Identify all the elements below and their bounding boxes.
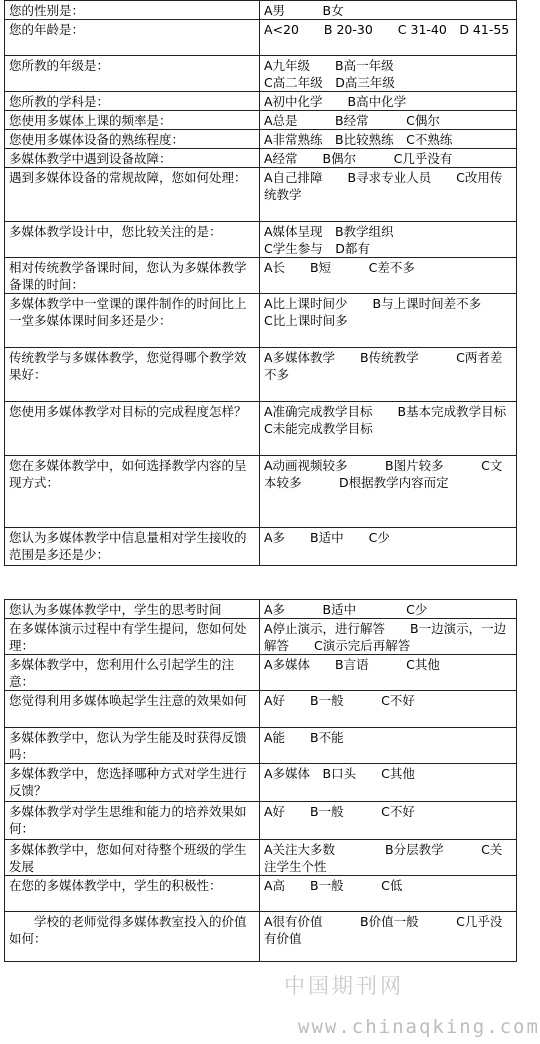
- watermark-site-name: 中国期刊网: [284, 974, 404, 998]
- table-row: [5, 294, 517, 348]
- survey-table-1: [4, 0, 532, 566]
- table-row: [5, 619, 517, 655]
- question-cell: 您认为多媒体教学中信息量相对学生接收的范围是多还是少：: [5, 528, 260, 566]
- question-cell: 您所教的学科是：: [5, 92, 260, 111]
- question-cell: 多媒体教学中，您认为学生能及时获得反馈吗：: [5, 728, 260, 764]
- options-cell: A关注大多数 B分层教学 C关注学生个性: [260, 840, 517, 876]
- question-cell: 多媒体教学中，您利用什么引起学生的注意：: [5, 655, 260, 691]
- options-cell: A能 B不能: [260, 728, 517, 764]
- question-cell: 您的年龄是：: [5, 20, 260, 56]
- question-cell: 您觉得利用多媒体唤起学生注意的效果如何: [5, 691, 260, 728]
- table-row: [5, 528, 517, 566]
- question-cell: 多媒体教学中遇到设备故障：: [5, 149, 260, 168]
- options-cell: A动画视频较多 B图片较多 C文本较多 D根据教学内容而定: [260, 456, 517, 528]
- options-cell: A很有价值 B价值一般 C几乎没有价值: [260, 912, 517, 962]
- question-cell: 您认为多媒体教学中，学生的思考时间: [5, 600, 260, 619]
- question-cell: 在多媒体演示过程中有学生提问，您如何处理：: [5, 619, 260, 655]
- table-row: [5, 111, 517, 130]
- question-cell: 多媒体教学中，您如何对待整个班级的学生发展: [5, 840, 260, 876]
- question-cell: 您在多媒体教学中，如何选择教学内容的呈现方式：: [5, 456, 260, 528]
- table-row: [5, 402, 517, 456]
- table-row: [5, 56, 517, 92]
- options-cell: A非常熟练 B比较熟练 C不熟练: [260, 130, 517, 149]
- options-cell: A多 B适中 C少: [260, 600, 517, 619]
- options-cell: A九年级 B高一年级 C高二年级 D高三年级: [260, 56, 517, 92]
- table-row: [5, 728, 517, 764]
- options-cell: A高 B一般 C低: [260, 876, 517, 912]
- options-cell: A多媒体 B言语 C其他: [260, 655, 517, 691]
- table-row: [5, 92, 517, 111]
- options-cell: A准确完成教学目标 B基本完成教学目标 C未能完成教学目标: [260, 402, 517, 456]
- table-row: [5, 149, 517, 168]
- table-row: [5, 456, 517, 528]
- question-cell: 在您的多媒体教学中，学生的积极性：: [5, 876, 260, 912]
- table-row: [5, 1, 517, 20]
- options-cell: A比上课时间少 B与上课时间差不多 C比上课时间多: [260, 294, 517, 348]
- table-row: [5, 840, 517, 876]
- options-cell: A好 B一般 C不好: [260, 691, 517, 728]
- question-cell: 您的性别是：: [5, 1, 260, 20]
- table-row: [5, 222, 517, 258]
- question-cell: 传统教学与多媒体教学，您觉得哪个教学效果好：: [5, 348, 260, 402]
- options-cell: A自己排障 B寻求专业人员 C改用传统教学: [260, 168, 517, 222]
- options-cell: A<20 B 20-30 C 31-40 D 41-55: [260, 20, 517, 56]
- question-cell: 遇到多媒体设备的常规故障，您如何处理：: [5, 168, 260, 222]
- options-cell: A多媒体教学 B传统教学 C两者差不多: [260, 348, 517, 402]
- options-cell: A经常 B偶尔 C几乎没有: [260, 149, 517, 168]
- table-row: [5, 600, 517, 619]
- table-row: [5, 348, 517, 402]
- options-cell: A总是 B经常 C偶尔: [260, 111, 517, 130]
- table-row: [5, 691, 517, 728]
- question-cell: 学校的老师觉得多媒体教室投入的价值如何：: [5, 912, 260, 962]
- options-cell: A长 B短 C差不多: [260, 258, 517, 294]
- table-row: [5, 912, 517, 962]
- table-row: [5, 130, 517, 149]
- table-row: [5, 802, 517, 840]
- options-cell: A多媒体 B口头 C其他: [260, 764, 517, 802]
- question-cell: 多媒体教学对学生思维和能力的培养效果如何：: [5, 802, 260, 840]
- table-row: [5, 655, 517, 691]
- question-cell: 多媒体教学设计中，您比较关注的是：: [5, 222, 260, 258]
- table-row: [5, 258, 517, 294]
- table-row: [5, 764, 517, 802]
- question-cell: 您使用多媒体上课的频率是：: [5, 111, 260, 130]
- question-cell: 您所教的年级是：: [5, 56, 260, 92]
- options-cell: A媒体呈现 B教学组织 C学生参与 D都有: [260, 222, 517, 258]
- watermark-url: www.chinaqking.com: [298, 1016, 540, 1038]
- options-cell: A多 B适中 C少: [260, 528, 517, 566]
- options-cell: A男 B女: [260, 1, 517, 20]
- question-cell: 相对传统教学备课时间，您认为多媒体教学备课的时间：: [5, 258, 260, 294]
- table-row: [5, 876, 517, 912]
- table-row: [5, 20, 517, 56]
- question-cell: 您使用多媒体设备的熟练程度：: [5, 130, 260, 149]
- options-cell: A初中化学 B高中化学: [260, 92, 517, 111]
- question-cell: 多媒体教学中，您选择哪种方式对学生进行反馈？: [5, 764, 260, 802]
- survey-table-2: [4, 599, 517, 962]
- options-cell: A停止演示，进行解答 B一边演示，一边解答 C演示完后再解答: [260, 619, 517, 655]
- question-cell: 多媒体教学中一堂课的课件制作的时间比上一堂多媒体课时间多还是少：: [5, 294, 260, 348]
- options-cell: A好 B一般 C不好: [260, 802, 517, 840]
- table-row: [5, 168, 517, 222]
- question-cell: 您使用多媒体教学对目标的完成程度怎样？: [5, 402, 260, 456]
